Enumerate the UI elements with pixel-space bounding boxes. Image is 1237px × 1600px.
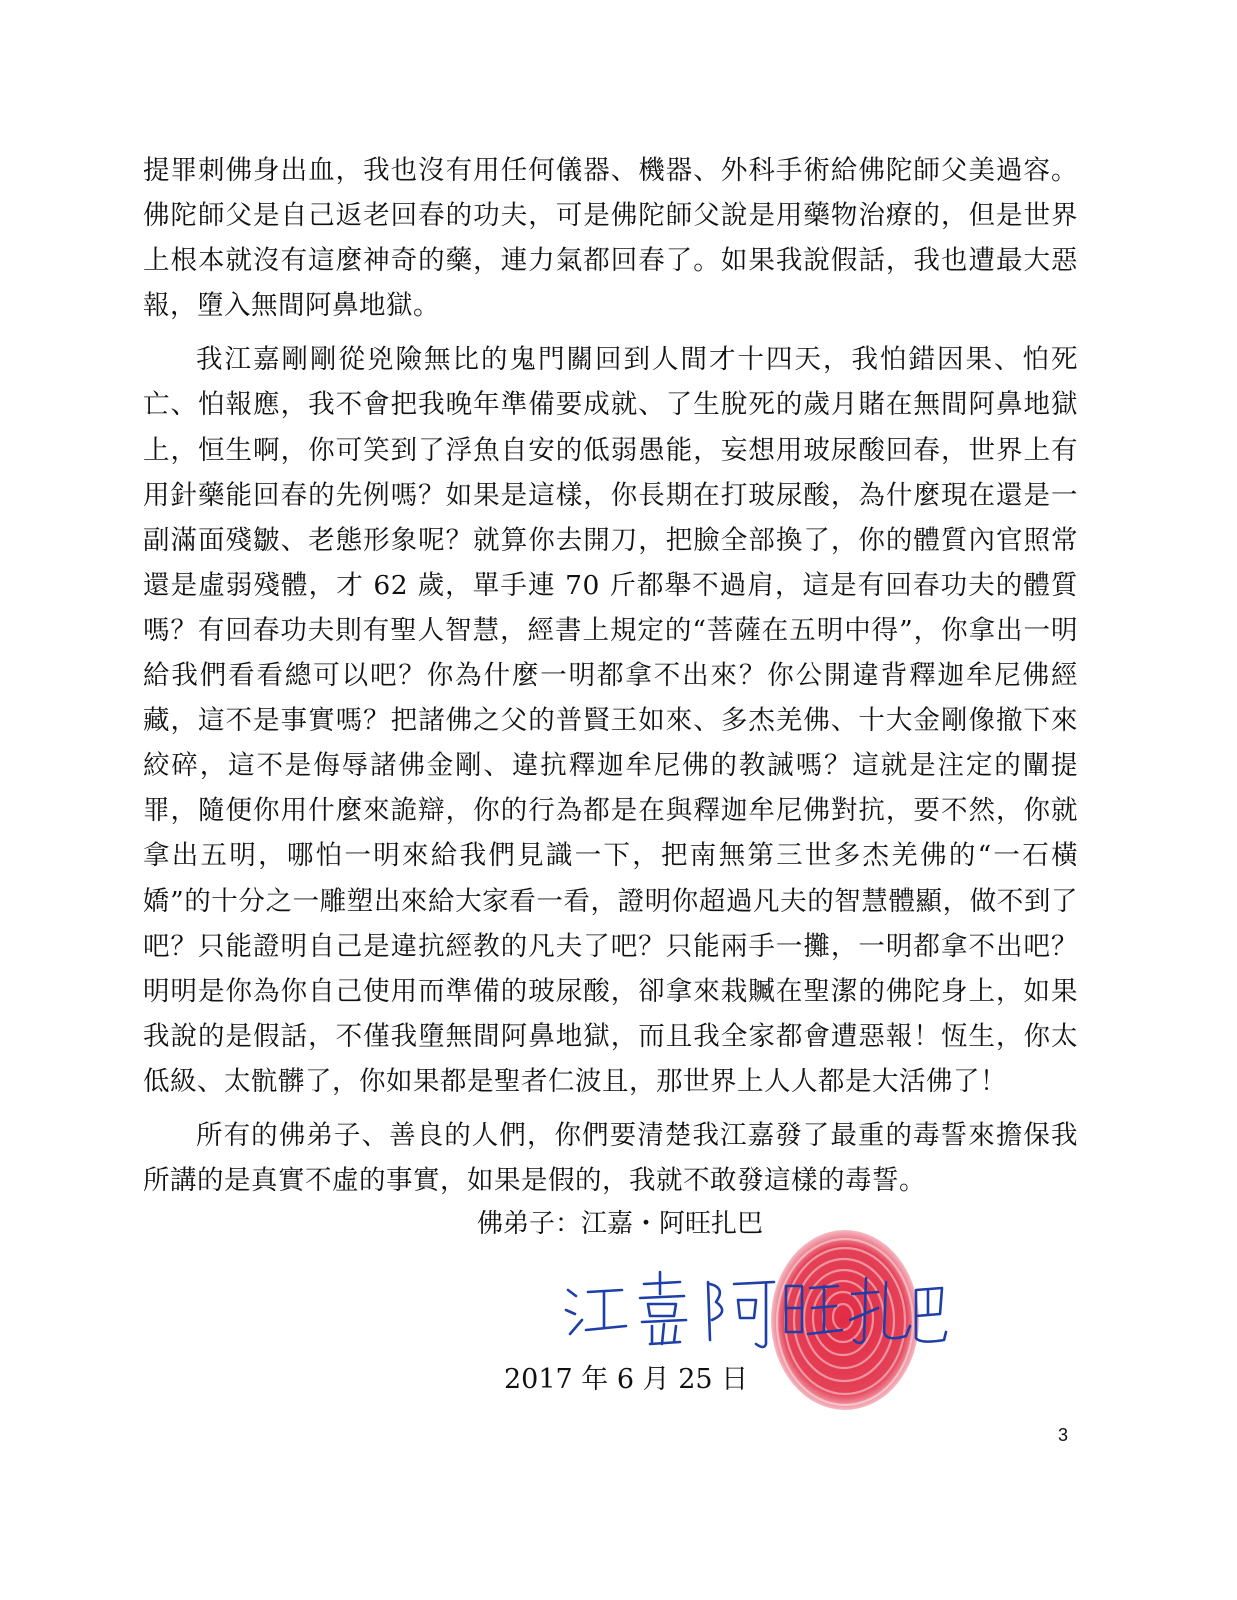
page-number: 3 [1058,1425,1069,1445]
letter-date: 2017 年 6 月 25 日 [504,1364,749,1395]
signature-label: 佛弟子：江嘉・阿旺扎巴 [477,1209,764,1239]
paragraph-2: 我江嘉剛剛從兇險無比的鬼門關回到人間才十四天，我怕錯因果、怕死亡、怕報應，我不會把我晚年準備要成就、了生脫死的歲月賭在無間阿鼻地獄上，恒生啊，你可笑到了浮魚自安的低弱愚能，妄想用玻尿酸回春，世界上有用針藥能回春的先例嗎？如果是這樣，你長期在打玻尿酸，為什麼現在還是一副滿面殘皺、老態形象呢？就算你去開刀，把臉全部換了，你的體質內官照常還是虛弱殘體，才 62 歲，單手連 70 斤都舉不過肩，這是有回春功夫的體質嗎？有回春功夫則有聖人智慧，經書上規定的“菩薩在五明中得”，你拿出一明給我們看看總可以吧？你為什麼一明都拿不出來？你公開違背釋迦牟尼佛經藏，這不是事實嗎？把諸佛之父的普賢王如來、多杰羌佛、十大金剛像撤下來絞碎，這不是侮辱諸佛金剛、違抗釋迦牟尼佛的教誡嗎？這就是注定的闡提罪，隨便你用什麼來詭辯，你的行為都是在與釋迦牟尼佛對抗，要不然，你就拿出五明，哪怕一明來給我們見識一下，把南無第三世多杰羌佛的“一石橫嬌”的十分之一雕塑出來給大家看一看，證明你超過凡夫的智慧體顯，做不到了吧？只能證明自己是違抗經教的凡夫了吧？只能兩手一攤，一明都拿不出吧？明明是你為你自己使用而準備的玻尿酸，卻拿來栽贓在聖潔的佛陀身上，如果我說的是假話，不僅我墮無間阿鼻地獄，而且我全家都會遭惡報！恆生，你太低級、太骯髒了，你如果都是聖者仁波且，那世界上人人都是大活佛了！ [143,344,1078,1097]
letter-body [143,148,1078,1212]
handwritten-signature [560,1262,950,1352]
paragraph-1: 提罪刺佛身出血，我也沒有用任何儀器、機器、外科手術給佛陀師父美過容。佛陀師父是自己返老回春的功夫，可是佛陀師父說是用藥物治療的，但是世界上根本就沒有這麼神奇的藥，連力氣都回春了。如果我說假話，我也遭最大惡報，墮入無間阿鼻地獄。 [143,155,1078,322]
paragraph-3: 所有的佛弟子、善良的人們，你們要清楚我江嘉發了最重的毒誓來擔保我所講的是真實不虛的事實，如果是假的，我就不敢發這樣的毒誓。 [143,1119,1078,1197]
